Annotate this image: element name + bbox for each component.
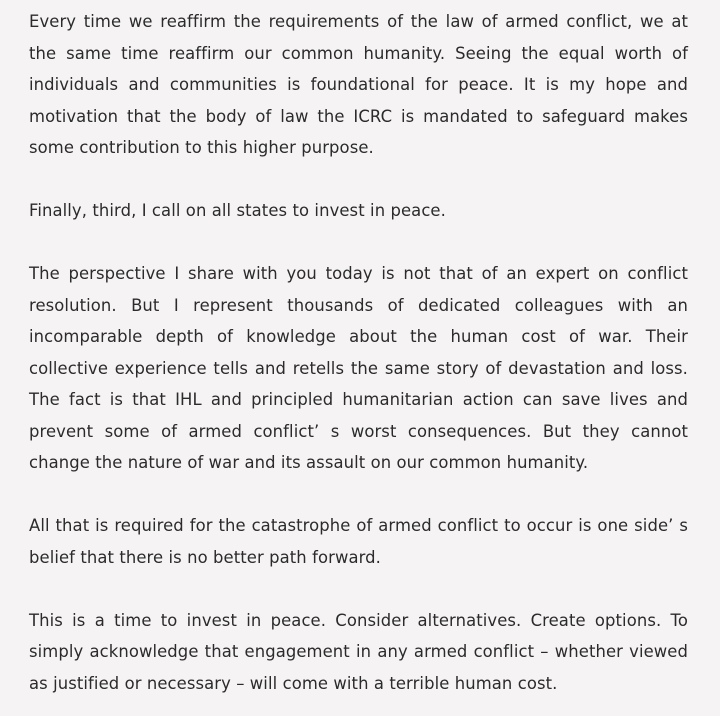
paragraph-common-humanity: Every time we reaffirm the requirements of the law of armed conflict, we at the same time reaffirm our common humanity. Seeing the equal worth of individuals and communities is foundational for peace. It is my hope and motivation that the body of law the ICRC is mandated to safeguard makes some contribution to this higher purpose. [29,12,688,157]
paragraph-time-to-invest: This is a time to invest in peace. Consider alternatives. Create options. To simply acknowledge that engagement in any armed conflict – whether viewed as justified or necessary – will come with a terrible human cost. [29,610,688,693]
article-body [29,6,688,699]
paragraph-invest-in-peace-call: Finally, third, I call on all states to invest in peace. [29,201,446,220]
paragraph-perspective: The perspective I share with you today is not that of an expert on conflict resolution. But I represent thousands of dedicated colleagues with an incomparable depth of knowledge about the human cost of war. Their collective experience tells and retells the same story of devastation and loss. The fact is that IHL and principled humanitarian action can save lives and prevent some of armed conflict’ s worst consequences. But they cannot change the nature of war and its assault on our common humanity. [29,264,688,472]
paragraph-catastrophe: All that is required for the catastrophe of armed conflict to occur is one side’ s belief that there is no better path forward. [29,516,688,567]
